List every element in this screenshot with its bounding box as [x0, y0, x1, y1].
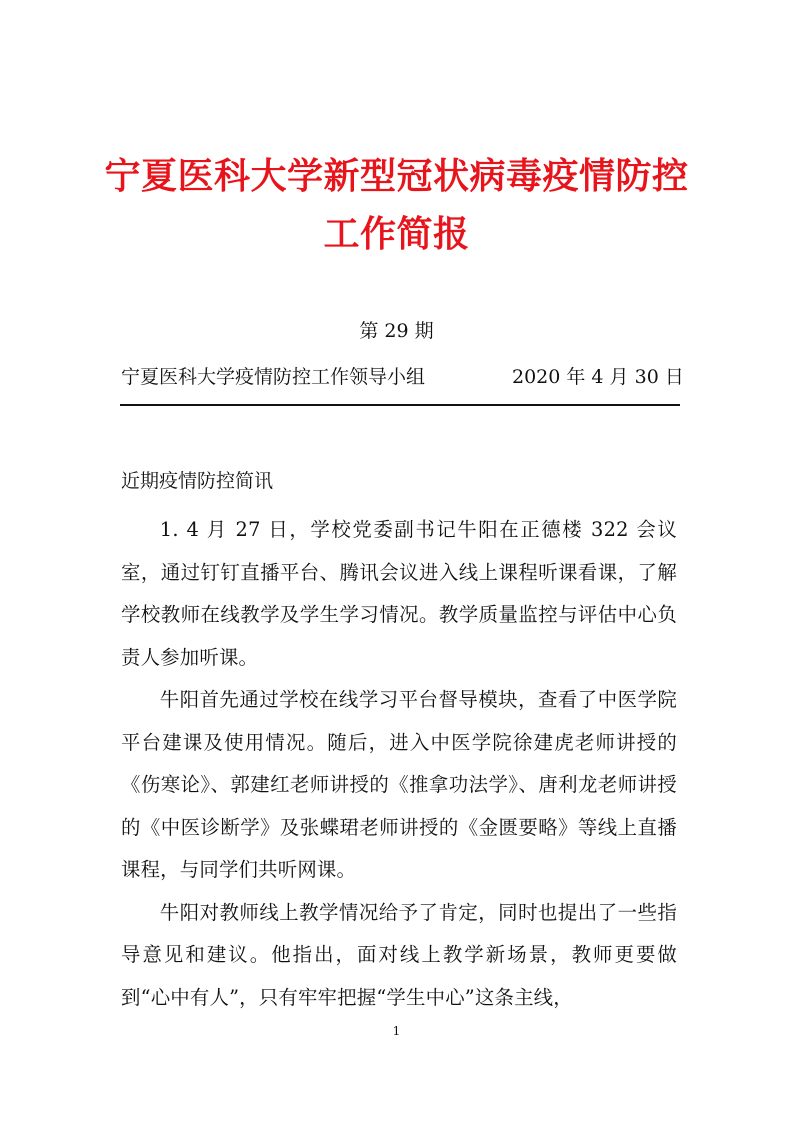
body-text: [121, 509, 677, 1019]
issue-date: 2020 年 4 月 30 日: [512, 366, 684, 388]
section-title: 近期疫情防控简讯: [121, 470, 274, 492]
header-divider: [120, 404, 680, 406]
paragraph: 牛阳对教师线上教学情况给予了肯定，同时也提出了一些指导意见和建议。他指出，面对线上教学新场景，教师更要做到“心中有人”，只有牢牢把握“学生中心”这条主线，: [121, 900, 677, 1009]
issue-number: 第 29 期: [359, 320, 434, 342]
page-number: 1: [392, 1024, 401, 1038]
paragraph: 牛阳首先通过学校在线学习平台督导模块，查看了中医学院平台建课及使用情况。随后，进入中医学院徐建虎老师讲授的《伤寒论》、郭建红老师讲授的《推拿功法学》、唐利龙老师讲授的《中医诊断学》及张蝶珺老师讲授的《金匮要略》等线上直播课程，与同学们共听网课。: [121, 688, 677, 881]
report-title-line-2: 工作简报: [323, 213, 470, 255]
issuing-organization: 宁夏医科大学疫情防控工作领导小组: [121, 366, 426, 388]
report-title-line-1: 宁夏医科大学新型冠状病毒疫情防控: [104, 155, 689, 197]
paragraph: 1. 4 月 27 日，学校党委副书记牛阳在正德楼 322 会议室，通过钉钉直播平台、腾讯会议进入线上课程听课看课，了解学校教师在线教学及学生学习情况。教学质量监控与评估中心负责人参加听课。: [121, 518, 677, 669]
